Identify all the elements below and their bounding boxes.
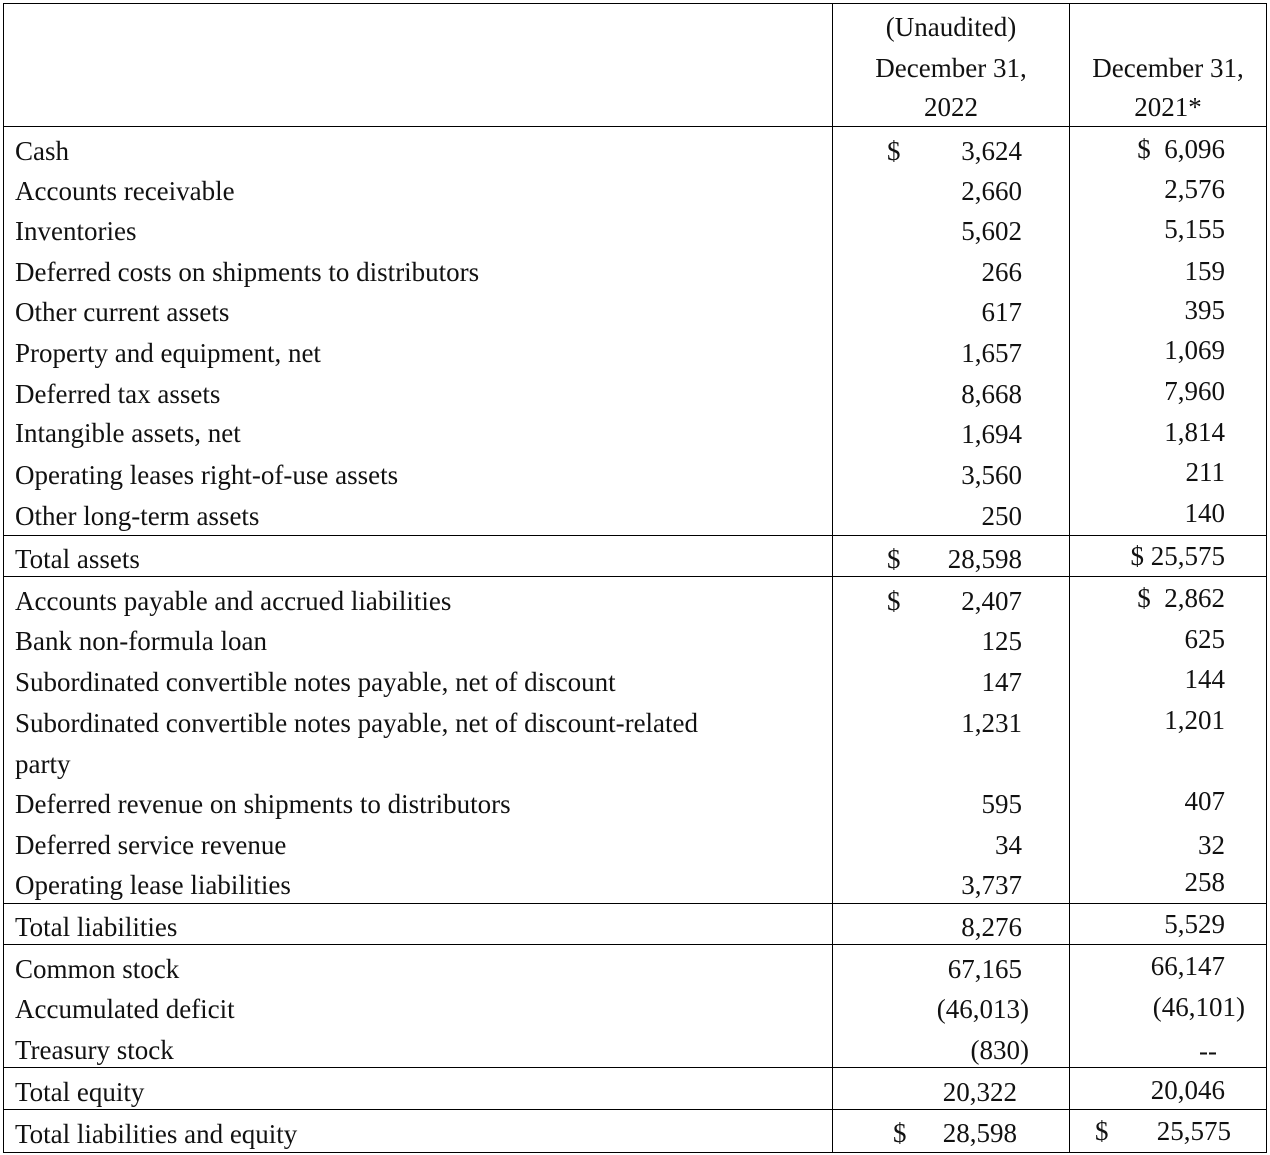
row-other-long-term-assets-2021: 140 [1184, 498, 1225, 528]
row-operating-leases-rou-2022: 3,560 [961, 460, 1022, 490]
row-total-liabilities-equity-2021: 25,575 [1156, 1116, 1231, 1146]
row-intangible-assets-2021: 1,814 [1164, 417, 1225, 447]
row-label-property-equipment: Property and equipment, net [15, 338, 321, 368]
total-liabilities-bottom-rule [3, 944, 1267, 945]
row-total-assets-2021: $ 25,575 [1130, 541, 1225, 571]
row-common-stock-2022: 67,165 [947, 954, 1022, 984]
row-total-equity-2021: 20,046 [1150, 1075, 1225, 1105]
total-liabilities-top-rule [3, 903, 1267, 904]
row-deferred-revenue-2021: 407 [1184, 786, 1225, 816]
row-label-inventories: Inventories [15, 216, 137, 246]
table-border-bottom [3, 1152, 1267, 1153]
row-common-stock-2021: 66,147 [1150, 951, 1225, 981]
table-border-top [3, 3, 1267, 4]
row-label-accounts-payable: Accounts payable and accrued liabilities [15, 586, 452, 616]
row-label-common-stock: Common stock [15, 954, 180, 984]
row-inventories-2022: 5,602 [961, 216, 1022, 246]
row-total-liabilities-2021: 5,529 [1164, 909, 1225, 939]
row-label-sub-notes: Subordinated convertible notes payable, net of discount [15, 667, 616, 697]
row-deferred-costs-2022: 266 [981, 257, 1022, 287]
row-accounts-receivable-2021: 2,576 [1164, 174, 1225, 204]
row-label-total-assets: Total assets [15, 544, 140, 574]
total-assets-bottom-rule [3, 576, 1267, 577]
row-label-operating-leases-rou: Operating leases right-of-use assets [15, 460, 399, 490]
row-sub-notes-2021: 144 [1184, 664, 1225, 694]
row-property-equipment-2021: 1,069 [1164, 335, 1225, 365]
row-other-current-assets-2021: 395 [1184, 295, 1225, 325]
row-label-intangible-assets: Intangible assets, net [15, 418, 241, 448]
row-label-total-liabilities: Total liabilities [15, 912, 178, 942]
row-sub-notes-2022: 147 [981, 667, 1022, 697]
row-total-liabilities-equity-2022-dollar: $ [893, 1118, 907, 1148]
row-treasury-stock-2021: -- [1199, 1036, 1217, 1066]
row-deferred-costs-2021: 159 [1184, 256, 1225, 286]
row-other-long-term-assets-2022: 250 [981, 501, 1022, 531]
col1-header-line1: (Unaudited) [885, 12, 1017, 42]
col1-header-line3: 2022 [924, 92, 978, 122]
row-label-other-current-assets: Other current assets [15, 297, 230, 327]
total-equity-bottom-rule [3, 1109, 1267, 1110]
row-deferred-tax-assets-2021: 7,960 [1164, 376, 1225, 406]
row-operating-lease-liabilities-2021: 258 [1184, 867, 1225, 897]
table-border-left [3, 3, 4, 1153]
row-label-accounts-receivable: Accounts receivable [15, 176, 235, 206]
row-sub-notes-related-2022: 1,231 [961, 708, 1022, 738]
row-accumulated-deficit-2022: (46,013) [936, 994, 1029, 1024]
row-bank-loan-2022: 125 [981, 626, 1022, 656]
total-equity-top-rule [3, 1067, 1267, 1068]
row-label-deferred-service-revenue: Deferred service revenue [15, 830, 287, 860]
row-treasury-stock-2022: (830) [970, 1035, 1029, 1065]
balance-sheet-table [3, 3, 1267, 1153]
row-label-deferred-costs: Deferred costs on shipments to distributors [15, 257, 480, 287]
row-deferred-service-revenue-2022: 34 [995, 830, 1022, 860]
row-accumulated-deficit-2021: (46,101) [1152, 992, 1245, 1022]
row-cash-2021: $ 6,096 [1137, 134, 1225, 164]
row-sub-notes-related-2021: 1,201 [1164, 705, 1225, 735]
row-intangible-assets-2022: 1,694 [961, 419, 1022, 449]
row-label-accumulated-deficit: Accumulated deficit [15, 994, 235, 1024]
row-other-current-assets-2022: 617 [981, 297, 1022, 327]
row-total-equity-2022: 20,322 [942, 1077, 1017, 1107]
total-assets-top-rule [3, 535, 1267, 536]
row-total-liabilities-equity-2022: 28,598 [942, 1118, 1017, 1148]
row-total-assets-2022: 28,598 [947, 544, 1022, 574]
row-label-cash: Cash [15, 136, 69, 166]
row-deferred-revenue-2022: 595 [981, 789, 1022, 819]
row-label-bank-loan: Bank non-formula loan [15, 626, 267, 656]
row-cash-2022: 3,624 [961, 136, 1022, 166]
row-label-other-long-term-assets: Other long-term assets [15, 501, 260, 531]
table-border-right [1266, 3, 1267, 1153]
col2-header-line2: 2021* [1134, 92, 1202, 122]
row-property-equipment-2022: 1,657 [961, 338, 1022, 368]
row-label-sub-notes-related-line2: party [15, 749, 71, 779]
header-divider [3, 126, 1267, 127]
col2-header-line1: December 31, [1092, 53, 1244, 83]
row-label-operating-lease-liabilities: Operating lease liabilities [15, 870, 291, 900]
row-label-treasury-stock: Treasury stock [15, 1035, 174, 1065]
column-divider-1 [832, 3, 833, 1153]
column-divider-2 [1069, 3, 1070, 1153]
row-accounts-payable-2021: $ 2,862 [1137, 583, 1225, 613]
row-accounts-receivable-2022: 2,660 [961, 176, 1022, 206]
row-label-total-liabilities-equity: Total liabilities and equity [15, 1119, 298, 1149]
row-label-total-equity: Total equity [15, 1077, 145, 1107]
row-operating-leases-rou-2021: 211 [1185, 457, 1225, 487]
row-label-sub-notes-related: Subordinated convertible notes payable, net of discount-related [15, 708, 699, 738]
row-operating-lease-liabilities-2022: 3,737 [961, 870, 1022, 900]
row-total-liabilities-2022: 8,276 [961, 912, 1022, 942]
row-total-assets-2022-dollar: $ [887, 544, 901, 574]
row-inventories-2021: 5,155 [1164, 214, 1225, 244]
row-accounts-payable-2022: 2,407 [961, 586, 1022, 616]
row-label-deferred-tax-assets: Deferred tax assets [15, 379, 221, 409]
row-label-deferred-revenue: Deferred revenue on shipments to distributors [15, 789, 511, 819]
col1-header-line2: December 31, [875, 53, 1027, 83]
row-deferred-service-revenue-2021: 32 [1198, 830, 1225, 860]
row-deferred-tax-assets-2022: 8,668 [961, 379, 1022, 409]
row-bank-loan-2021: 625 [1184, 624, 1225, 654]
row-cash-2022-dollar: $ [887, 136, 901, 166]
row-total-liabilities-equity-2021-dollar: $ [1095, 1116, 1109, 1146]
row-accounts-payable-2022-dollar: $ [887, 586, 901, 616]
